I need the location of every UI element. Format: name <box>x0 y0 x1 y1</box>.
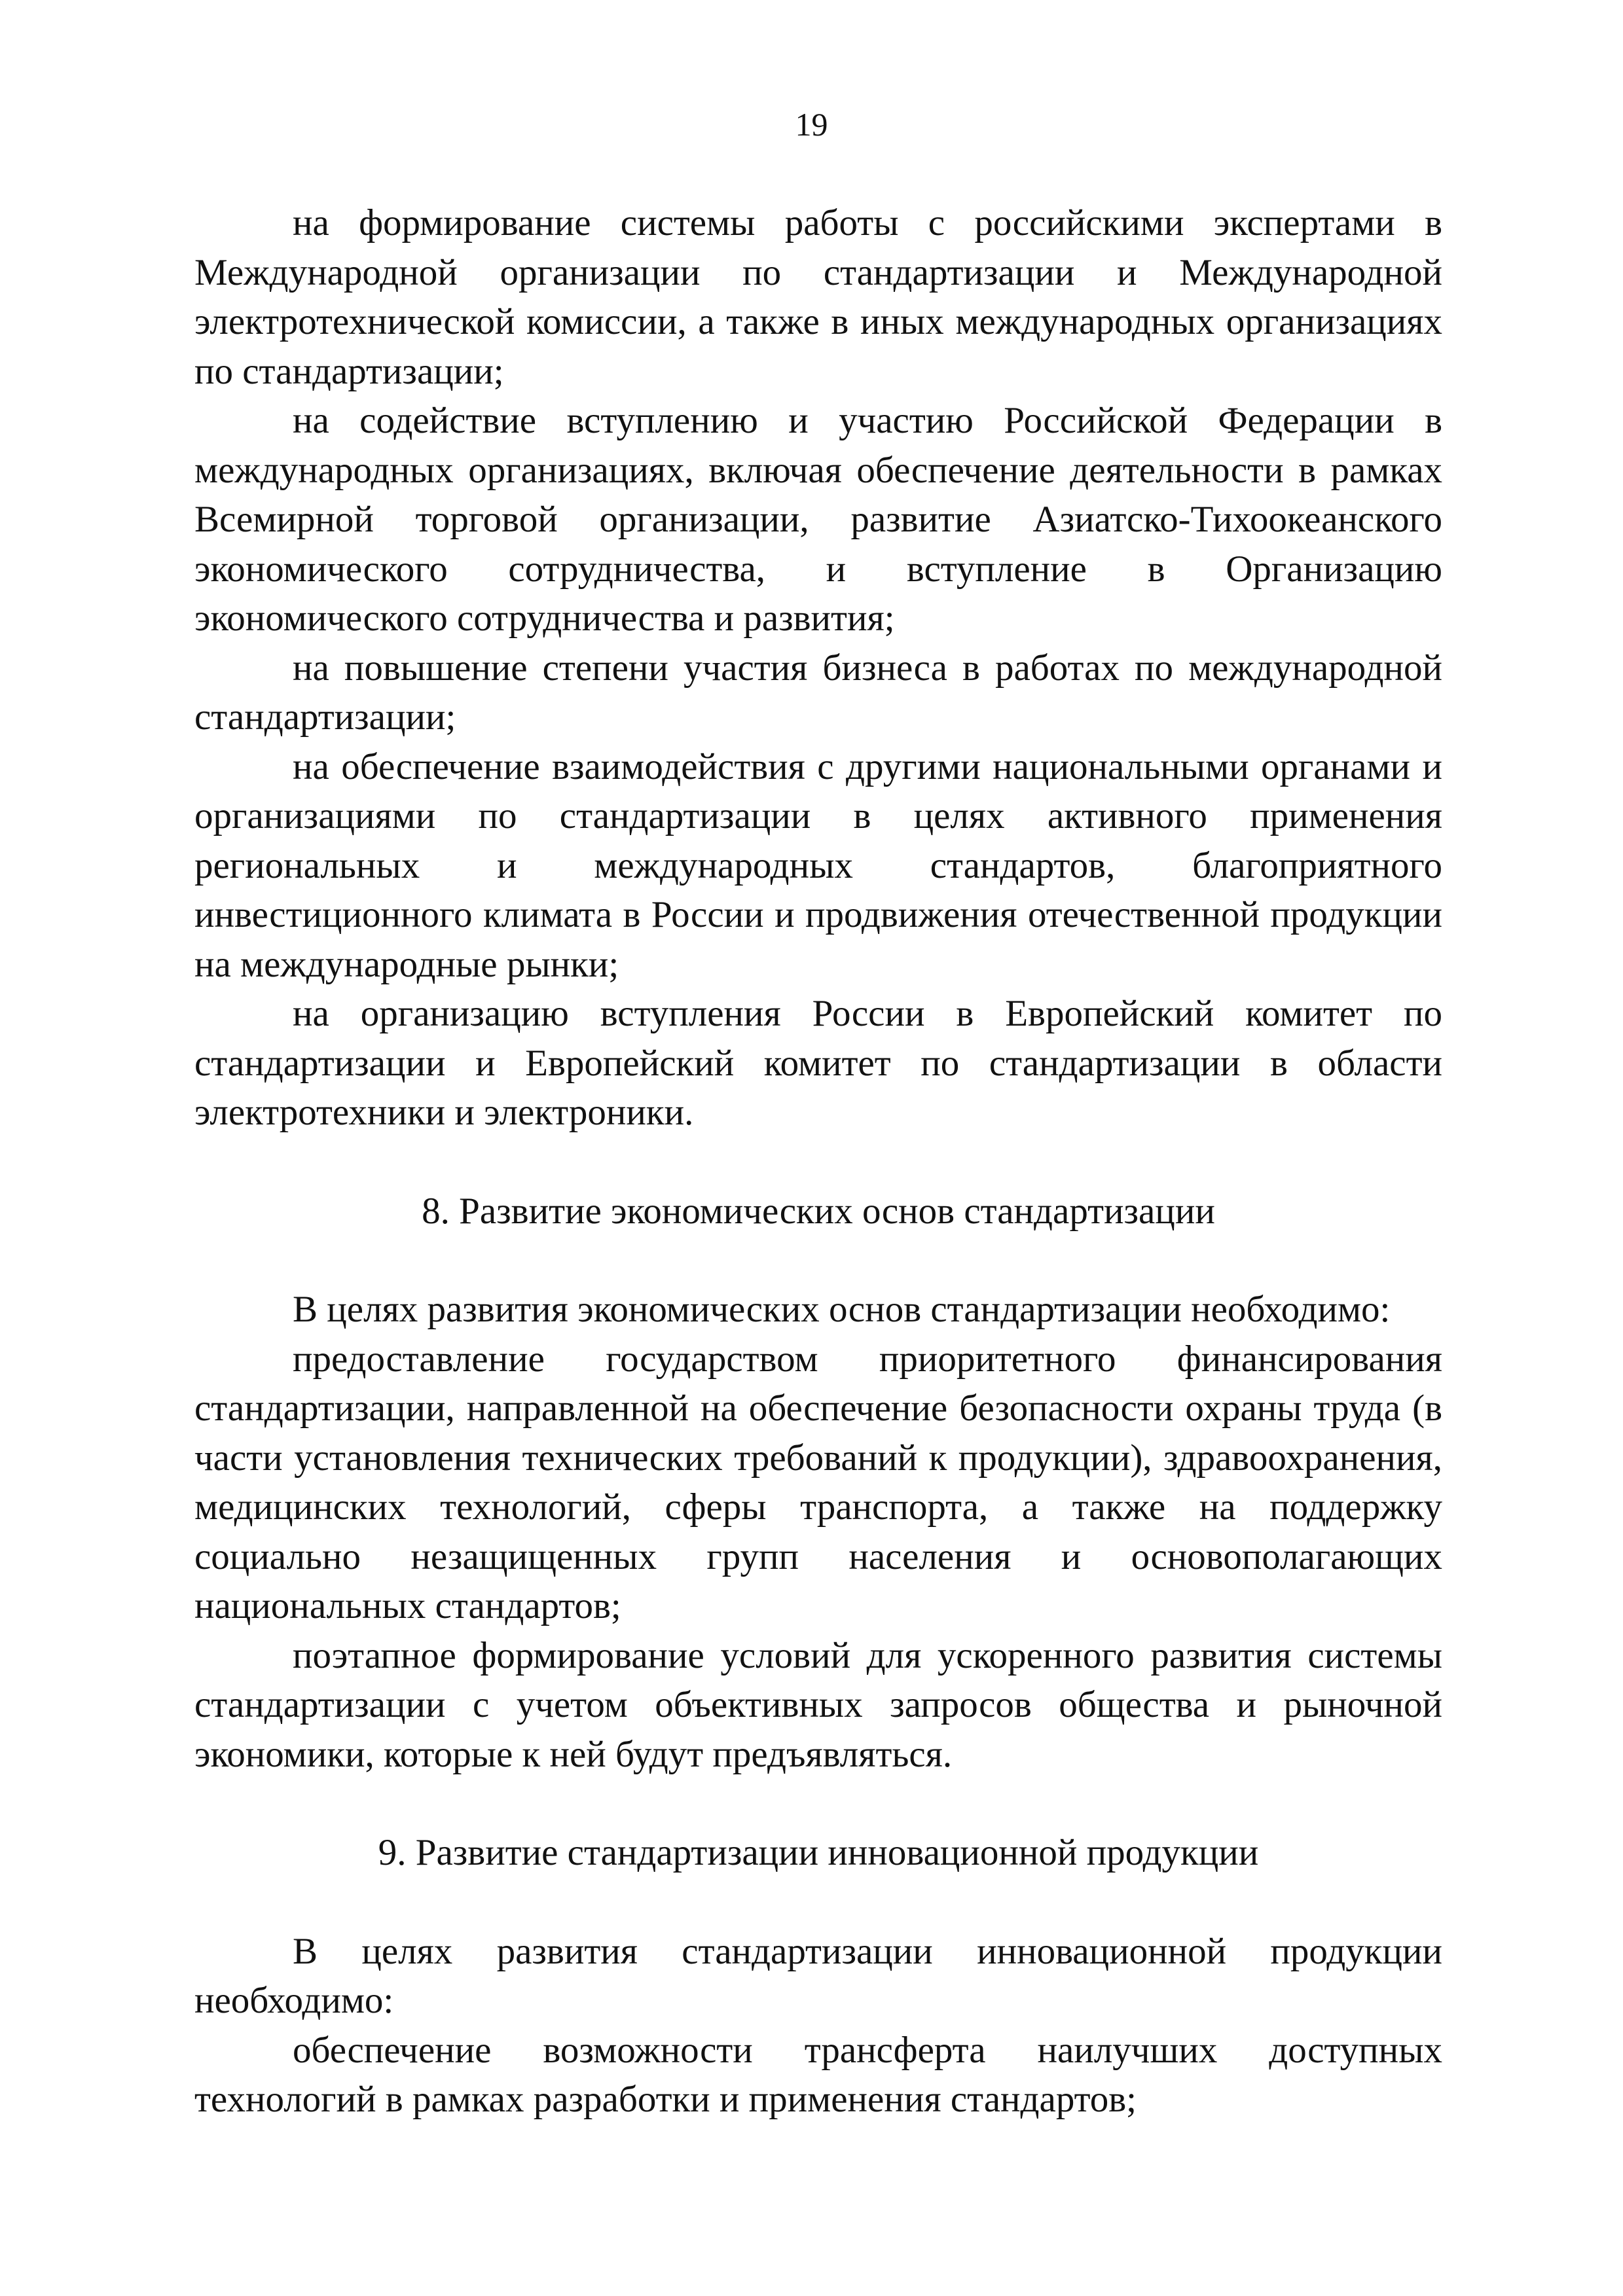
paragraph-national-bodies-interaction: на обеспечение взаимодействия с другими национальными органами и организациями по стандартизации в целях активного применения региональных и международных стандартов, благоприятного инвестиционного климата в России и продвижения отечественной продукции на международные рынки; <box>194 745 1442 985</box>
body-text <box>194 198 1442 2125</box>
spacer <box>194 1236 1442 1285</box>
spacer <box>194 1878 1442 1927</box>
section-9-intro: В целях развития стандартизации инновационной продукции необходимо: <box>194 1930 1442 2021</box>
section-8-heading: 8. Развитие экономических основ стандартизации <box>422 1190 1215 1232</box>
spacer <box>194 1779 1442 1828</box>
page-number: 19 <box>795 106 828 143</box>
section-9-heading: 9. Развитие стандартизации инновационной продукции <box>378 1832 1259 1873</box>
section-8-gradual-formation: поэтапное формирование условий для ускоренного развития системы стандартизации с учетом объективных запросов общества и рыночной экономики, которые к ней будут предъявляться. <box>194 1634 1442 1775</box>
paragraph-european-committee: на организацию вступления России в Европейский комитет по стандартизации и Европейский комитет по стандартизации в области электротехники и электроники. <box>194 993 1442 1133</box>
paragraph-iso-experts: на формирование системы работы с российскими экспертами в Международной организации по стандартизации и Международной электротехнической комиссии, а также в иных международных организациях по стандартизации; <box>194 202 1442 392</box>
spacer <box>194 1138 1442 1187</box>
section-8-intro: В целях развития экономических основ стандартизации необходимо: <box>293 1289 1391 1330</box>
section-8-financing: предоставление государством приоритетного финансирования стандартизации, направленной на обеспечение безопасности охраны труда (в части установления технических требований к продукции), здравоохранения, медицинских технологий, сферы транспорта, а также на поддержку социально незащищенных групп населения и основополагающих национальных стандартов; <box>194 1338 1442 1626</box>
paragraph-business-participation: на повышение степени участия бизнеса в работах по международной стандартизации; <box>194 647 1442 738</box>
section-9-technology-transfer: обеспечение возможности трансферта наилучших доступных технологий в рамках разработки и применения стандартов; <box>194 2029 1442 2120</box>
paragraph-international-organizations: на содействие вступлению и участию Российской Федерации в международных организациях, включая обеспечение деятельности в рамках Всемирной торговой организации, развитие Азиатско-Тихоокеанского экономического сотрудничества, и вступление в Организацию экономического сотрудничества и развития; <box>194 400 1442 639</box>
